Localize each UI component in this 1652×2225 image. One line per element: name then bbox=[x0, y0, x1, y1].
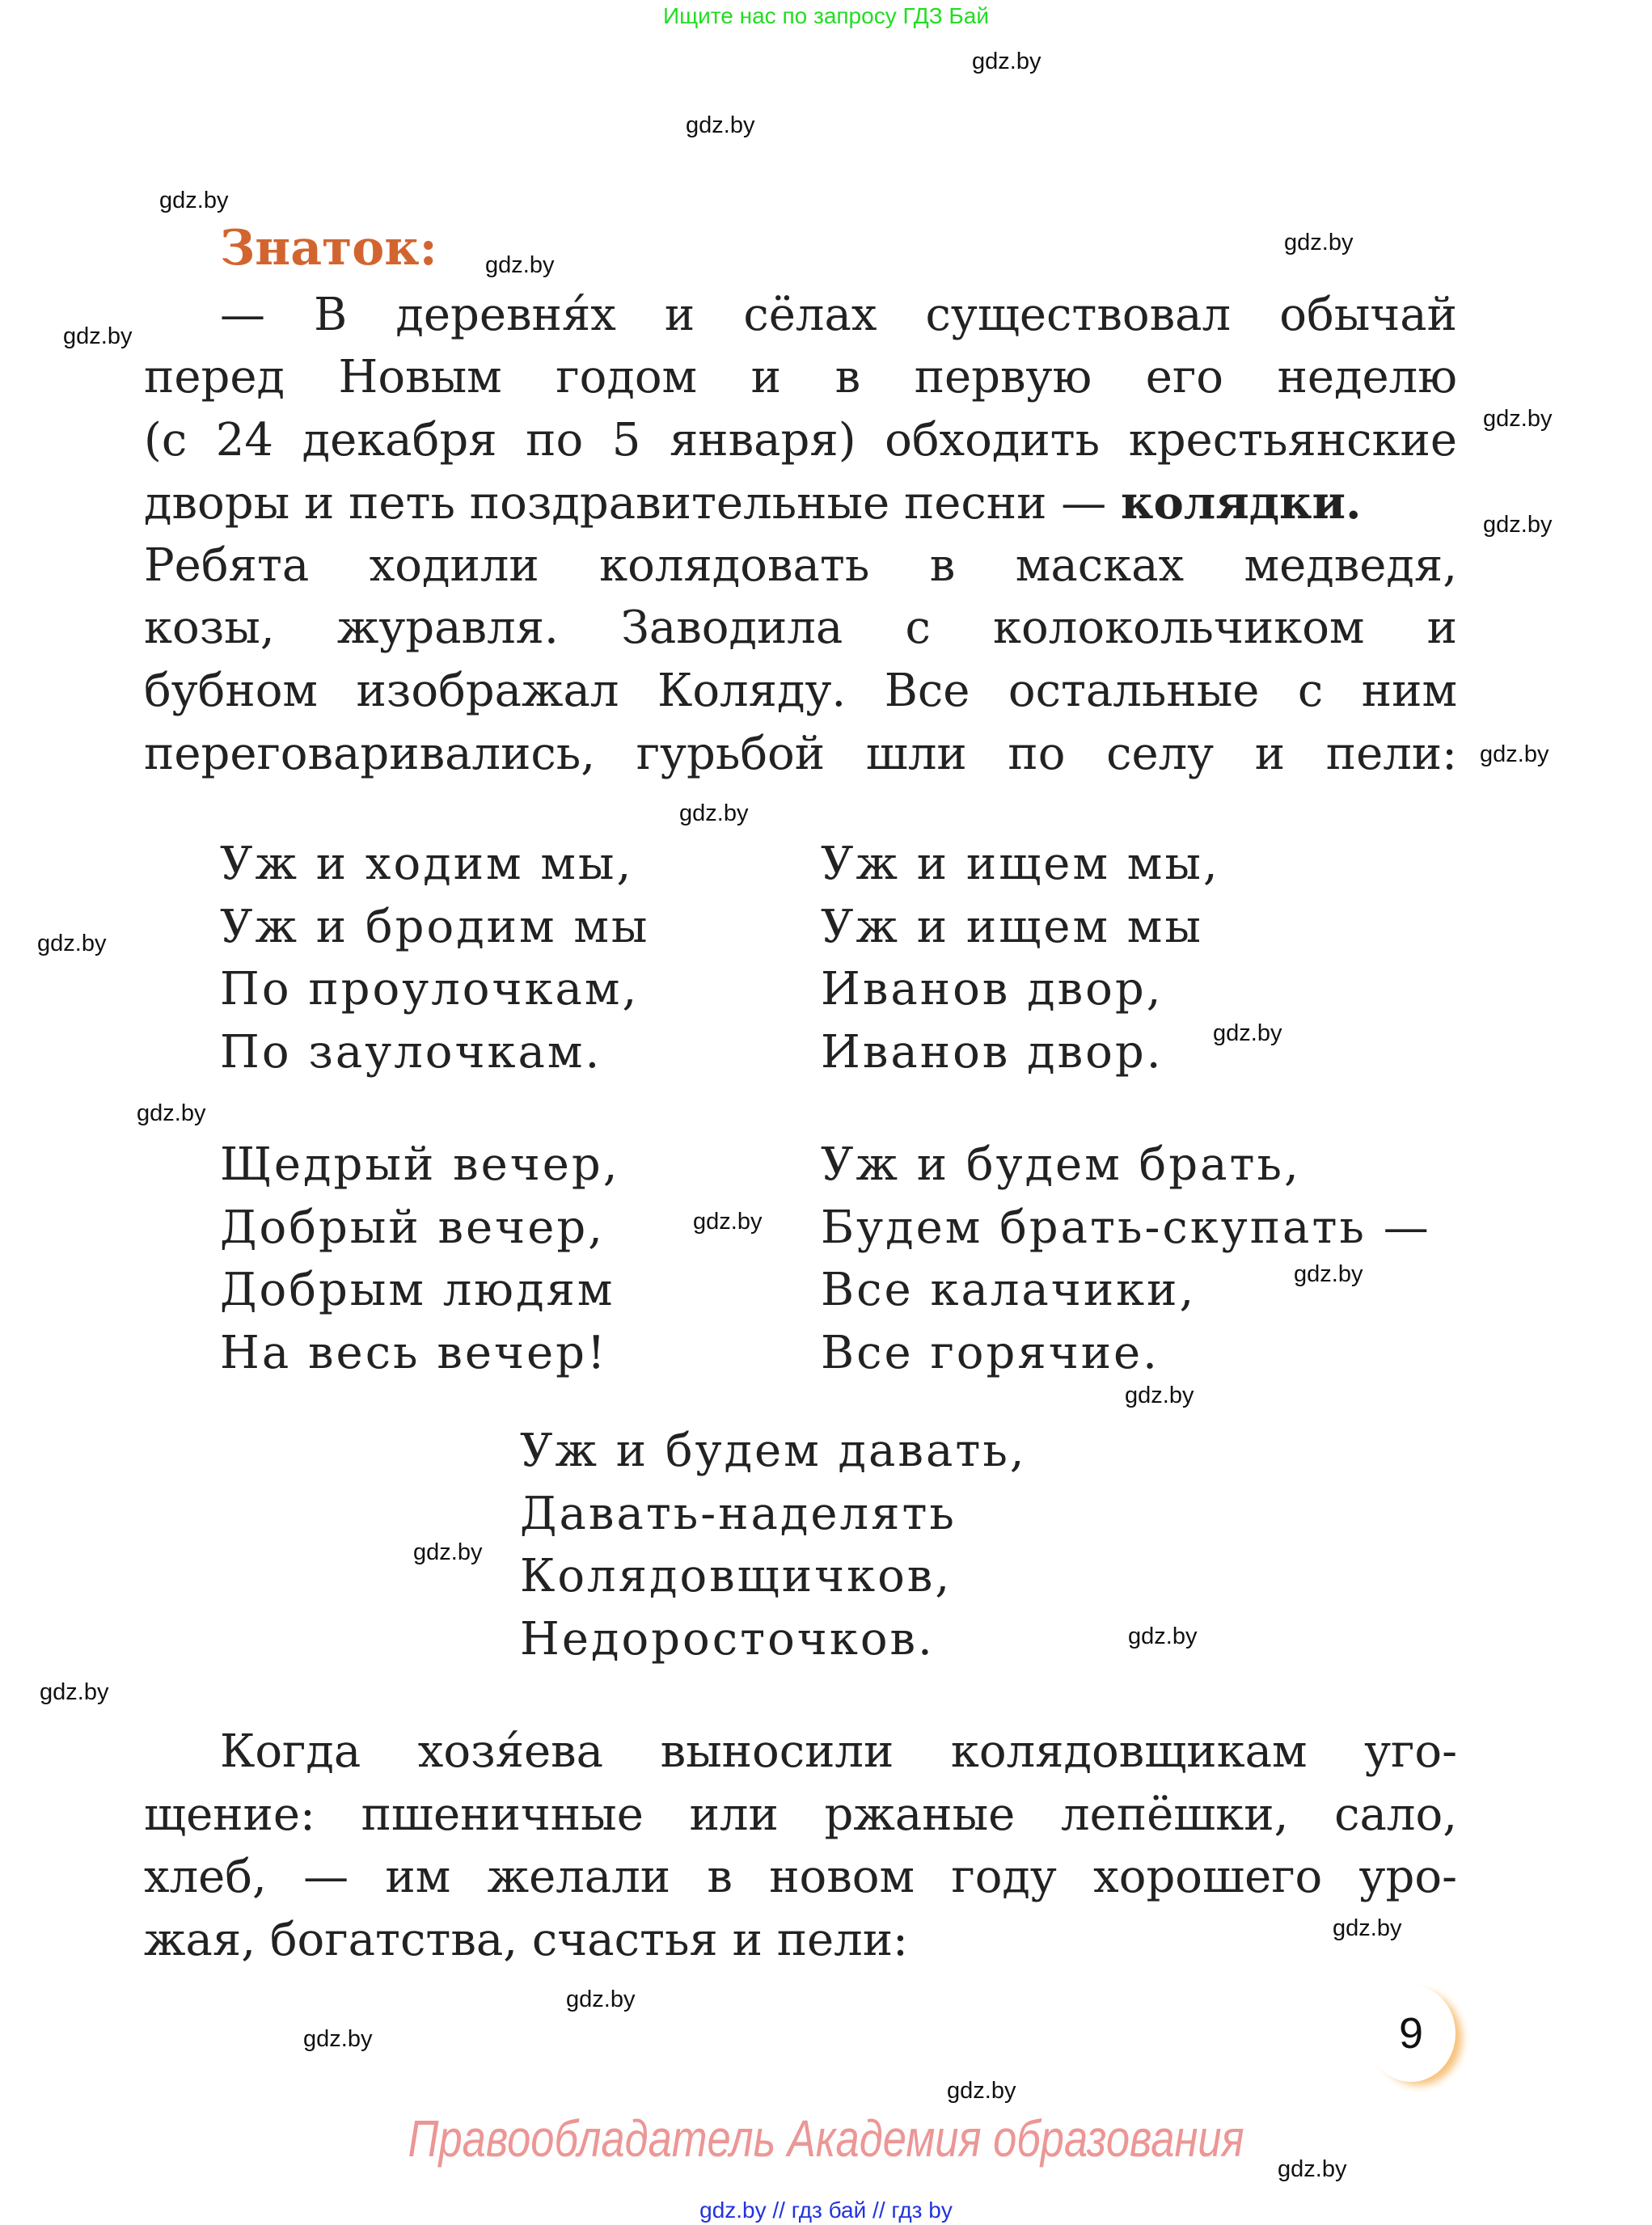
poem-line: Уж и ищем мы bbox=[821, 900, 1203, 953]
poem-line: По заулочкам. bbox=[220, 1025, 602, 1079]
poem-line: Добрым людям bbox=[220, 1264, 615, 1316]
poem-line: Уж и бродим мы bbox=[220, 900, 650, 953]
watermark: gdz.by bbox=[679, 800, 749, 826]
watermark: gdz.by bbox=[63, 323, 133, 349]
text-line: хлеб, — им желали в новом году хорошего уро- bbox=[144, 1851, 1457, 1903]
text-line: перед Новым годом и в первую его неделю bbox=[144, 351, 1457, 403]
poem-line: Будем брать-скупать — bbox=[821, 1201, 1431, 1254]
text-line: Ребята ходили колядовать в масках медведя, bbox=[144, 539, 1457, 592]
poem-stanza-4 bbox=[821, 1134, 1431, 1384]
section-heading: Знаток: bbox=[220, 220, 437, 277]
watermark: gdz.by bbox=[1125, 1383, 1194, 1408]
text-line: щение: пшеничные или ржаные лепёшки, сало, bbox=[144, 1788, 1457, 1841]
watermark: gdz.by bbox=[686, 112, 755, 138]
poem-stanza-5 bbox=[520, 1420, 1027, 1670]
poem-line: Давать-наделять bbox=[520, 1487, 957, 1540]
term-koliadki: колядки. bbox=[1121, 476, 1362, 530]
watermark: gdz.by bbox=[1483, 512, 1553, 538]
poem-line: Уж и ищем мы, bbox=[821, 838, 1220, 890]
poem-line: По проулочкам, bbox=[220, 963, 640, 1015]
watermark: gdz.by bbox=[693, 1209, 763, 1235]
page-number: 9 bbox=[1367, 1985, 1456, 2082]
watermark: gdz.by bbox=[1294, 1261, 1363, 1287]
watermark: gdz.by bbox=[1480, 741, 1549, 767]
watermark: gdz.by bbox=[1213, 1020, 1282, 1046]
watermark: gdz.by bbox=[566, 1986, 636, 2012]
poem-line: Недоросточков. bbox=[520, 1612, 935, 1666]
watermark: gdz.by bbox=[303, 2026, 373, 2052]
watermark: gdz.by bbox=[137, 1100, 206, 1126]
text-line: переговаривались, гурьбой шли по селу и пели: bbox=[144, 728, 1457, 780]
watermark: gdz.by bbox=[159, 188, 229, 213]
watermark: gdz.by bbox=[1333, 1915, 1402, 1941]
watermark: gdz.by bbox=[413, 1539, 483, 1565]
watermark: gdz.by bbox=[40, 1679, 109, 1705]
poem-line: Уж и будем давать, bbox=[520, 1425, 1027, 1477]
poem-line: Все горячие. bbox=[821, 1326, 1160, 1379]
poem-line: Уж и будем брать, bbox=[821, 1138, 1301, 1191]
watermark: gdz.by bbox=[485, 252, 555, 278]
watermark: gdz.by bbox=[947, 2078, 1016, 2104]
poem-line: Щедрый вечер, bbox=[220, 1138, 620, 1191]
rights-holder-footer: Правообладатель Академия образования bbox=[408, 2109, 1244, 2168]
watermark: gdz.by bbox=[1278, 2156, 1347, 2182]
text-line: бубном изображал Коляду. Все остальные с ним bbox=[144, 665, 1457, 717]
text-fragment: дворы и петь поздравительные песни — bbox=[144, 477, 1122, 530]
watermark: gdz.by bbox=[1483, 406, 1553, 432]
text-line: жая, богатства, счастья и пели: bbox=[144, 1914, 908, 1966]
watermark: gdz.by bbox=[1128, 1623, 1198, 1649]
watermark: gdz.by bbox=[1284, 230, 1354, 255]
poem-line: Уж и ходим мы, bbox=[220, 838, 634, 890]
poem-line: Иванов двор. bbox=[821, 1025, 1164, 1079]
watermark: gdz.by bbox=[37, 931, 107, 956]
search-hint: Ищите нас по запросу ГДЗ Бай bbox=[662, 3, 990, 28]
text-line: (с 24 декабря по 5 января) обходить крестьянские bbox=[144, 414, 1457, 467]
poem-stanza-2 bbox=[821, 833, 1220, 1083]
poem-stanza-1 bbox=[220, 833, 649, 1083]
footer-links[interactable]: gdz.by // гдз бай // гдз by bbox=[699, 2198, 953, 2223]
text-line bbox=[144, 475, 1457, 532]
text-line: — В деревня́х и сёлах существовал обычай bbox=[220, 289, 1457, 341]
watermark: gdz.by bbox=[972, 49, 1041, 74]
poem-line: Добрый вечер, bbox=[220, 1201, 605, 1254]
poem-line: Иванов двор, bbox=[821, 963, 1164, 1015]
text-line: козы, журавля. Заводила с колокольчиком и bbox=[144, 602, 1457, 654]
text-line: Когда хозя́ева выносили колядовщикам уго- bbox=[220, 1725, 1457, 1778]
poem-line: На весь вечер! bbox=[220, 1326, 608, 1379]
poem-line: Все калачики, bbox=[821, 1264, 1197, 1316]
poem-stanza-3 bbox=[220, 1134, 620, 1384]
poem-line: Колядовщичков, bbox=[520, 1550, 953, 1602]
